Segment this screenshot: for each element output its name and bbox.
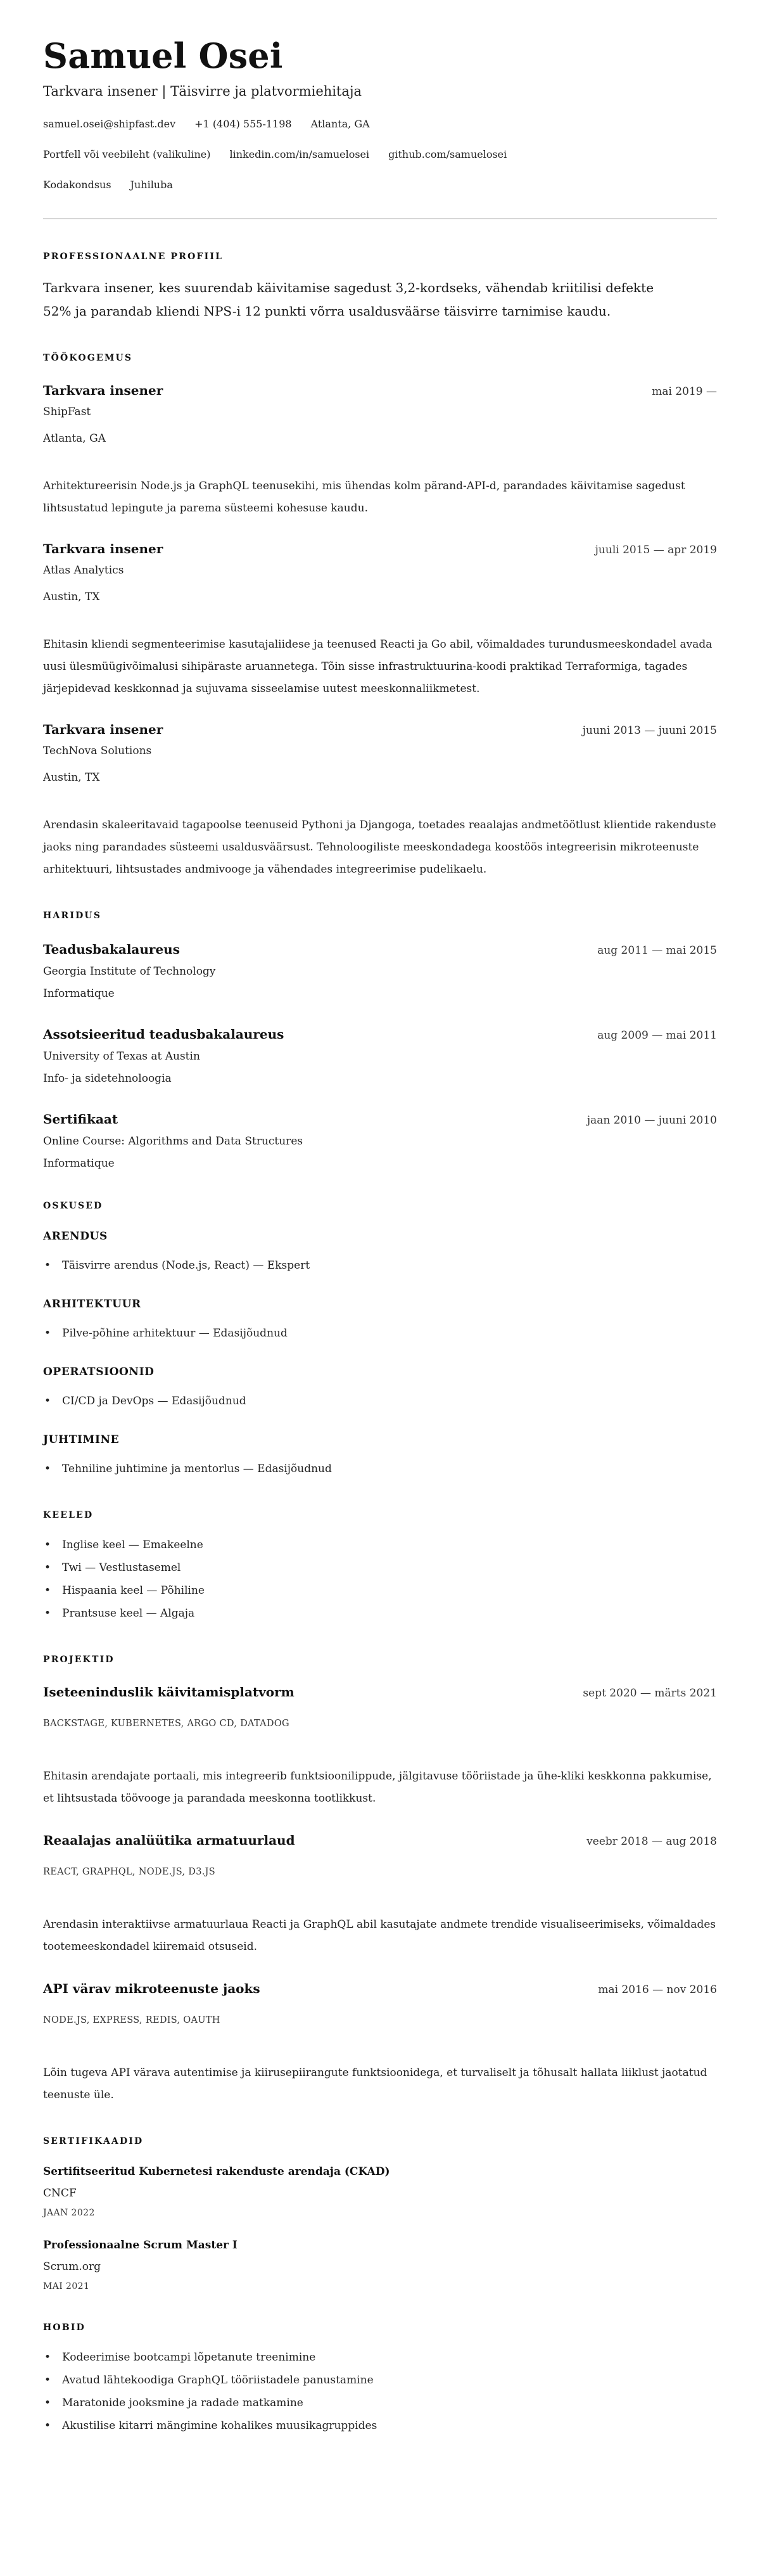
skill-category <box>43 1365 717 1413</box>
hobby-list <box>43 2346 717 2437</box>
job-location: Atlanta, GA <box>43 432 106 445</box>
skill-item: • Täisvirre arendus (Node.js, React) — Ekspert <box>43 1254 717 1277</box>
company-name: ShipFast <box>43 406 91 419</box>
school-name: University of Texas at Austin <box>43 1050 200 1063</box>
drivers-license: Juhiluba <box>130 179 173 191</box>
certification-issuer: CNCF <box>43 2187 77 2200</box>
skill-list <box>43 1254 717 1277</box>
project-tech-stack: BACKSTAGE, KUBERNETES, ARGO CD, DATADOG <box>43 1719 289 1729</box>
language-item: • Prantsuse keel — Algaja <box>43 1602 717 1625</box>
project-item <box>43 1833 717 1958</box>
project-title: Reaalajas analüütika armatuurlaud <box>43 1833 295 1849</box>
project-tech-stack: REACT, GRAPHQL, NODE.JS, D3.JS <box>43 1867 215 1878</box>
job-location: Austin, TX <box>43 591 100 604</box>
language-item: • Hispaania keel — Põhiline <box>43 1579 717 1602</box>
section-languages <box>43 1509 717 1625</box>
candidate-headline: Tarkvara insener | Täisvirre ja platvormiehitaja <box>43 83 362 99</box>
contact-row-links <box>43 148 717 161</box>
section-title: HARIDUS <box>43 911 102 921</box>
section-certifications <box>43 2136 717 2293</box>
skill-category-title: ARENDUS <box>43 1230 108 1243</box>
job-location: Austin, TX <box>43 771 100 785</box>
skill-list <box>43 1458 717 1480</box>
skill-list <box>43 1390 717 1413</box>
candidate-name: Samuel Osei <box>43 35 283 76</box>
skill-category <box>43 1229 717 1277</box>
experience-item <box>43 383 717 520</box>
degree-title: Sertifikaat <box>43 1112 118 1127</box>
certification-date: MAI 2021 <box>43 2281 90 2292</box>
contact-row-extra <box>43 179 717 191</box>
hobby-item: • Maratonide jooksmine ja radade matkamine <box>43 2392 717 2414</box>
location: Atlanta, GA <box>310 118 370 131</box>
linkedin-link[interactable]: linkedin.com/in/samuelosei <box>229 148 370 161</box>
project-item <box>43 1684 717 1810</box>
section-title: TÖÖKOGEMUS <box>43 353 133 364</box>
field-of-study: Informatique <box>43 987 115 1001</box>
education-dates: jaan 2010 — juuni 2010 <box>586 1114 717 1127</box>
certification-date: JAAN 2022 <box>43 2208 95 2219</box>
skill-category-title: OPERATSIOONID <box>43 1366 155 1379</box>
section-title: KEELED <box>43 1510 94 1521</box>
section-skills <box>43 1200 717 1480</box>
company-name: Atlas Analytics <box>43 564 124 577</box>
resume-header <box>43 35 717 219</box>
contact-row-primary <box>43 118 717 131</box>
project-dates: veebr 2018 — aug 2018 <box>586 1835 717 1849</box>
certification-issuer: Scrum.org <box>43 2260 101 2274</box>
education-dates: aug 2011 — mai 2015 <box>597 944 717 958</box>
job-title: Tarkvara insener <box>43 541 163 557</box>
email-link[interactable]: samuel.osei@shipfast.dev <box>43 118 176 131</box>
job-description: Arhitektureerisin Node.js ja GraphQL teenusekihi, mis ühendas kolm pärand-API-d, parandades käivitamise sagedust lihtsustatud lepingute ja parema süsteemi kohesuse kaudu. <box>43 480 685 515</box>
degree-title: Teadusbakalaureus <box>43 942 180 958</box>
section-experience <box>43 352 717 881</box>
project-dates: sept 2020 — märts 2021 <box>583 1687 717 1700</box>
job-title: Tarkvara insener <box>43 383 163 399</box>
profile-summary: Tarkvara insener, kes suurendab käivitamise sagedust 3,2-kordseks, vähendab kriitilisi defekte 52% ja parandab kliendi NPS-i 12 punkti võrra usaldusväärse täisvirre tarnimise kaudu. <box>43 280 654 319</box>
education-item <box>43 1112 717 1171</box>
project-dates: mai 2016 — nov 2016 <box>598 1983 717 1997</box>
job-dates: juuni 2013 — juuni 2015 <box>582 724 717 738</box>
section-title: SERTIFIKAADID <box>43 2136 144 2147</box>
phone-number[interactable]: +1 (404) 555-1198 <box>194 118 292 131</box>
project-item <box>43 1981 717 2106</box>
hobby-item: • Kodeerimise bootcampi lõpetanute treenimine <box>43 2346 717 2369</box>
experience-item <box>43 541 717 700</box>
education-item <box>43 942 717 1001</box>
language-list <box>43 1534 717 1625</box>
language-item: • Twi — Vestlustasemel <box>43 1556 717 1579</box>
project-tech-stack: NODE.JS, EXPRESS, REDIS, OAUTH <box>43 2015 220 2026</box>
certification-name: Sertifitseeritud Kubernetesi rakenduste arendaja (CKAD) <box>43 2165 390 2179</box>
company-name: TechNova Solutions <box>43 745 152 758</box>
degree-title: Assotsieeritud teadusbakalaureus <box>43 1027 284 1042</box>
section-education <box>43 910 717 1171</box>
certification-item <box>43 2238 717 2293</box>
field-of-study: Info- ja sidetehnoloogia <box>43 1072 172 1086</box>
job-description: Ehitasin kliendi segmenteerimise kasutajaliidese ja teenused Reacti ja Go abil, võimaldades turundusmeeskondadel avada uusi ülesmüügivõimalusi sihipäraste aruannetega. Tõin sisse infrastruktuurina-koodi praktikad Terraformiga, tagades järjepidevad keskkonnad ja sujuvama sisseelamise uutest meeskonnaliikmetest. <box>43 638 712 696</box>
education-item <box>43 1027 717 1086</box>
header-divider <box>43 218 717 219</box>
section-projects <box>43 1654 717 2106</box>
section-hobbies <box>43 2322 717 2437</box>
project-description: Ehitasin arendajate portaali, mis integreerib funktsioonilippude, jälgitavuse tööriistade ja ühe-kliki keskkonna pakkumise, et lihtsustada töövooge ja parandada meeskonna tootlikkust. <box>43 1770 712 1805</box>
section-title: PROFESSIONAALNE PROFIIL <box>43 252 224 262</box>
school-name: Georgia Institute of Technology <box>43 965 216 978</box>
language-item: • Inglise keel — Emakeelne <box>43 1534 717 1556</box>
hobby-item: • Akustilise kitarri mängimine kohalikes muusikagruppides <box>43 2414 717 2437</box>
hobby-item: • Avatud lähtekoodiga GraphQL tööriistadele panustamine <box>43 2369 717 2392</box>
project-description: Lõin tugeva API värava autentimise ja kiirusepiirangute funktsioonidega, et turvaliselt ja tõhusalt hallata liiklust jaotatud teenuste üle. <box>43 2067 707 2102</box>
github-link[interactable]: github.com/samuelosei <box>388 148 507 161</box>
experience-item <box>43 722 717 881</box>
education-dates: aug 2009 — mai 2011 <box>597 1029 717 1042</box>
job-description: Arendasin skaleeritavaid tagapoolse teenuseid Pythoni ja Djangoga, toetades reaalajas andmetöötlust klientide rakenduste jaoks ning parandades süsteemi usaldusväärsust. Tehnoloogiliste meeskondadega koostöös integreerisin mikroteenuste arhitektuuri, lihtsustades andmivooge ja vähendades integreerimise pudelikaelu. <box>43 819 716 876</box>
certification-name: Professionaalne Scrum Master I <box>43 2239 238 2252</box>
school-name: Online Course: Algorithms and Data Structures <box>43 1135 303 1148</box>
skill-category <box>43 1297 717 1345</box>
project-title: API värav mikroteenuste jaoks <box>43 1981 260 1997</box>
field-of-study: Informatique <box>43 1157 115 1170</box>
certification-item <box>43 2165 717 2219</box>
skill-item: • Pilve-põhine arhitektuur — Edasijõudnud <box>43 1322 717 1345</box>
skill-category-title: ARHITEKTUUR <box>43 1298 141 1311</box>
portfolio-link[interactable]: Portfell või veebileht (valikuline) <box>43 148 211 161</box>
skill-category <box>43 1433 717 1480</box>
project-title: Iseteeninduslik käivitamisplatvorm <box>43 1684 294 1700</box>
project-description: Arendasin interaktiivse armatuurlaua Reacti ja GraphQL abil kasutajate andmete trendide visualiseerimiseks, võimaldades tootemeeskondadel kiiremaid otsuseid. <box>43 1918 716 1954</box>
skill-item: • CI/CD ja DevOps — Edasijõudnud <box>43 1390 717 1413</box>
section-title: OSKUSED <box>43 1201 103 1212</box>
skill-category-title: JUHTIMINE <box>43 1433 120 1447</box>
job-dates: mai 2019 — <box>652 385 717 399</box>
section-title: HOBID <box>43 2323 86 2333</box>
section-profile <box>43 251 717 323</box>
job-dates: juuli 2015 — apr 2019 <box>595 544 717 557</box>
skill-list <box>43 1322 717 1345</box>
skill-item: • Tehniline juhtimine ja mentorlus — Edasijõudnud <box>43 1458 717 1480</box>
job-title: Tarkvara insener <box>43 722 163 738</box>
section-title: PROJEKTID <box>43 1655 115 1665</box>
citizenship: Kodakondsus <box>43 179 111 191</box>
